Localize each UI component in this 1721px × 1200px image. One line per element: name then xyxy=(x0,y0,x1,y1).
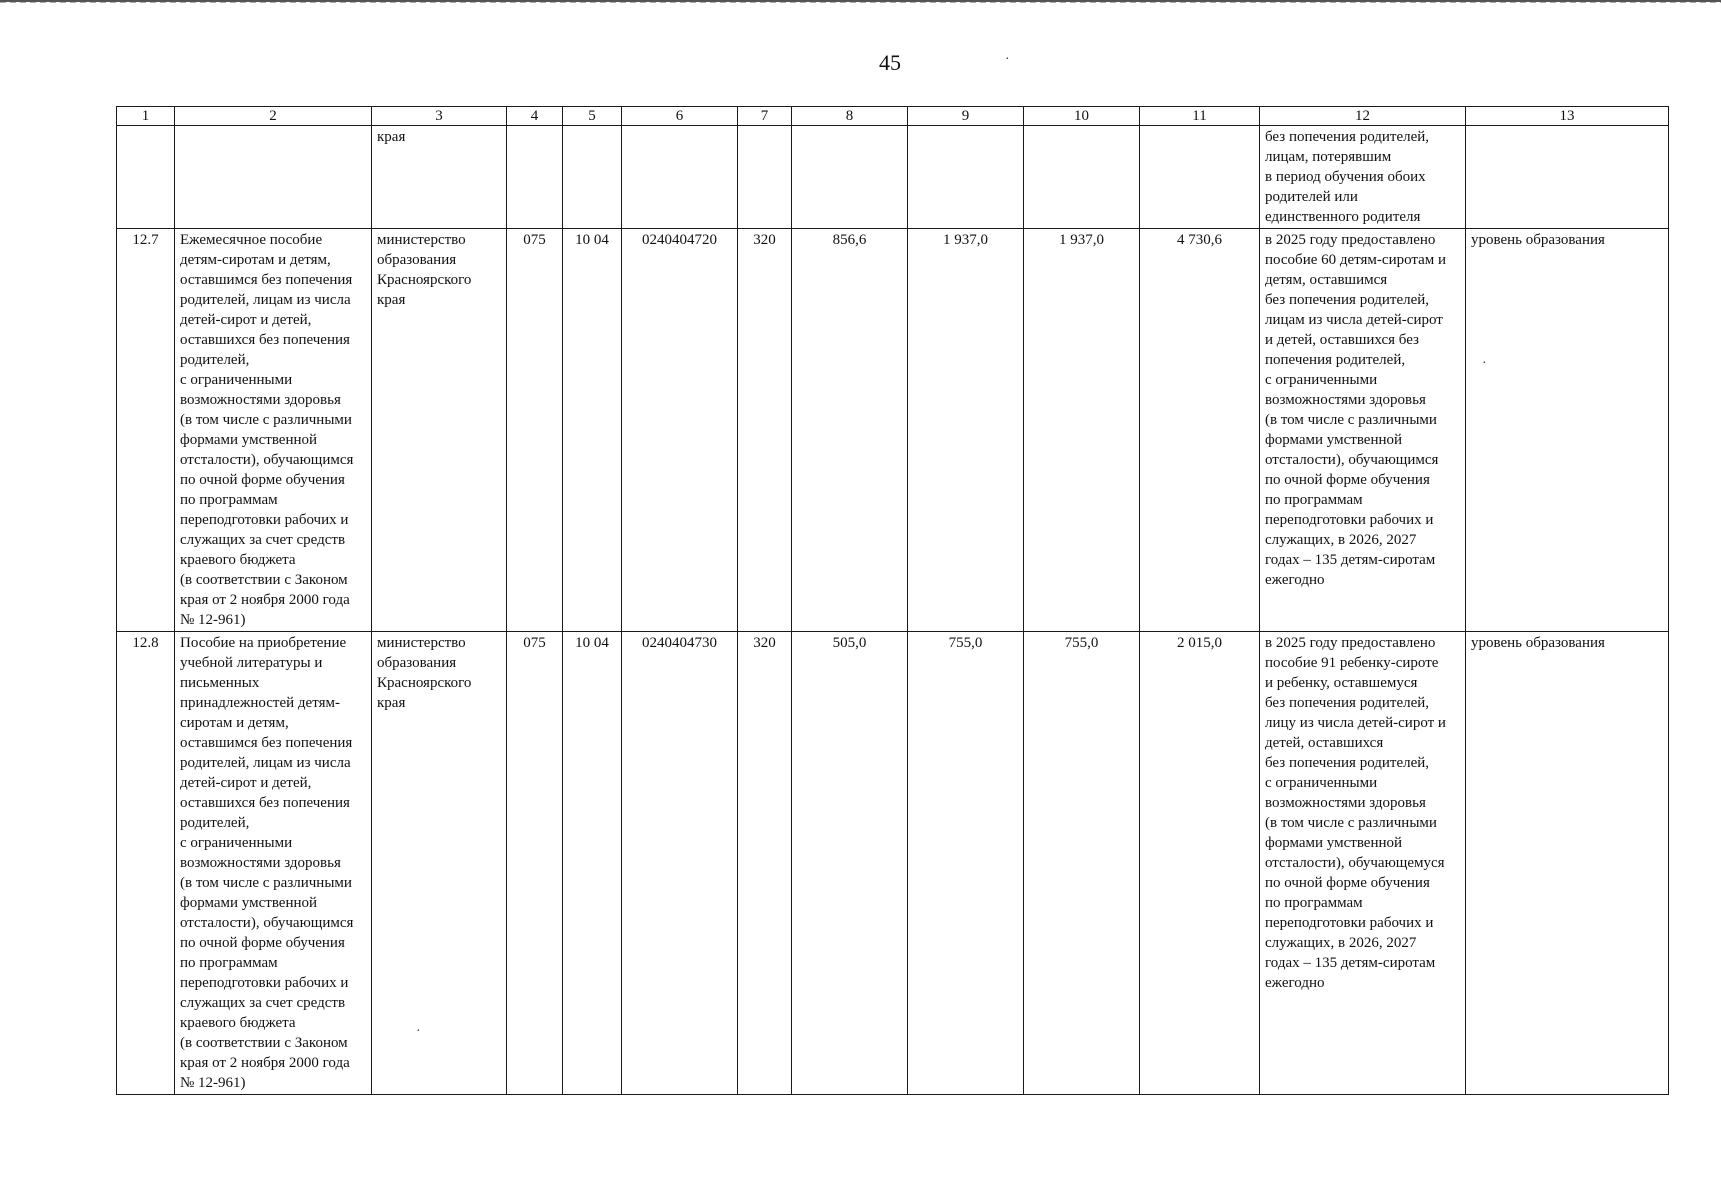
result-cell: в 2025 году предоставлено пособие 60 детям-сиротам и детям, оставшимся без попечения родителей, лицам из числа детей-сирот и детей, оставшихся без попечения родителей, с ограниченными возможностями здоровья (в том числе с различными формами умственной отсталости), обучающимся по очной форме обучения по программам переподготовки рабочих и служащих, в 2026, 2027 годах – 135 детям-сиротам ежегодно xyxy=(1260,229,1466,632)
cell-empty xyxy=(1024,126,1140,229)
vr-code: 320 xyxy=(738,632,792,1095)
scan-speck: · xyxy=(416,1024,421,1039)
grbs-code: 075 xyxy=(507,632,563,1095)
col-header-9: 9 xyxy=(908,107,1024,126)
cell-empty xyxy=(792,126,908,229)
csr-code: 0240404720 xyxy=(622,229,738,632)
row-number: 12.7 xyxy=(117,229,175,632)
measure-name: Ежемесячное пособие детям-сиротам и детям, оставшимся без попечения родителей, лицам из числа детей-сирот и детей, оставшихся без попечения родителей, с ограниченными возможностями здоровья (в том числе с различными формами умственной отсталости), обучающимся по очной форме обучения по программам переподготовки рабочих и служащих за счет средств краевого бюджета (в соответствии с Законом края от 2 ноября 2000 года № 12-961) xyxy=(175,229,372,632)
level-cell: уровень образования xyxy=(1466,632,1669,1095)
result-cell: в 2025 году предоставлено пособие 91 ребенку-сироте и ребенку, оставшемуся без попечения родителей, лицу из числа детей-сирот и детей, оставшихся без попечения родителей, с ограниченными возможностями здоровья (в том числе с различными формами умственной отсталости), обучающемуся по очной форме обучения по программам переподготовки рабочих и служащих, в 2026, 2027 годах – 135 детям-сиротам ежегодно xyxy=(1260,632,1466,1095)
continuation-row xyxy=(117,126,1669,229)
cell-empty xyxy=(622,126,738,229)
col-header-10: 10 xyxy=(1024,107,1140,126)
amount-2025: 856,6 xyxy=(792,229,908,632)
vr-code: 320 xyxy=(738,229,792,632)
table-row xyxy=(117,632,1669,1095)
agency-cell: министерство образования Красноярского края xyxy=(372,229,507,632)
page-number: 45 xyxy=(879,50,901,75)
cell-empty xyxy=(507,126,563,229)
col-header-8: 8 xyxy=(792,107,908,126)
col-header-7: 7 xyxy=(738,107,792,126)
scan-speck: · xyxy=(1482,356,1487,371)
grbs-code: 075 xyxy=(507,229,563,632)
amount-total: 2 015,0 xyxy=(1140,632,1260,1095)
col-header-4: 4 xyxy=(507,107,563,126)
measure-name: Пособие на приобретение учебной литературы и письменных принадлежностей детям- сиротам и детям, оставшимся без попечения родителей, лицам из числа детей-сирот и детей, оставшихся без попечения родителей, с ограниченными возможностями здоровья (в том числе с различными формами умственной отсталости), обучающимся по очной форме обучения по программам переподготовки рабочих и служащих за счет средств краевого бюджета (в соответствии с Законом края от 2 ноября 2000 года № 12-961) xyxy=(175,632,372,1095)
cell-empty xyxy=(175,126,372,229)
amount-2026: 1 937,0 xyxy=(908,229,1024,632)
col-header-2: 2 xyxy=(175,107,372,126)
cell-empty xyxy=(117,126,175,229)
csr-code: 0240404730 xyxy=(622,632,738,1095)
cell-empty xyxy=(1466,126,1669,229)
cell-empty xyxy=(908,126,1024,229)
col-header-3: 3 xyxy=(372,107,507,126)
column-number-row xyxy=(117,107,1669,126)
amount-2026: 755,0 xyxy=(908,632,1024,1095)
table-row xyxy=(117,229,1669,632)
amount-2027: 1 937,0 xyxy=(1024,229,1140,632)
cell-empty xyxy=(1140,126,1260,229)
col-header-13: 13 xyxy=(1466,107,1669,126)
cell-empty xyxy=(738,126,792,229)
scan-speck: · xyxy=(1005,52,1010,67)
budget-table xyxy=(116,106,1669,1095)
row-number: 12.8 xyxy=(117,632,175,1095)
col-header-6: 6 xyxy=(622,107,738,126)
amount-2025: 505,0 xyxy=(792,632,908,1095)
agency-cell: министерство образования Красноярского края xyxy=(372,632,507,1095)
rzpr-code: 10 04 xyxy=(563,632,622,1095)
result-cell: без попечения родителей, лицам, потерявшим в период обучения обоих родителей или единственного родителя xyxy=(1260,126,1466,229)
cell-empty xyxy=(563,126,622,229)
level-cell: уровень образования xyxy=(1466,229,1669,632)
rzpr-code: 10 04 xyxy=(563,229,622,632)
col-header-11: 11 xyxy=(1140,107,1260,126)
col-header-5: 5 xyxy=(563,107,622,126)
col-header-1: 1 xyxy=(117,107,175,126)
agency-cell: края xyxy=(372,126,507,229)
amount-total: 4 730,6 xyxy=(1140,229,1260,632)
amount-2027: 755,0 xyxy=(1024,632,1140,1095)
col-header-12: 12 xyxy=(1260,107,1466,126)
scan-top-dash xyxy=(0,2,1721,3)
